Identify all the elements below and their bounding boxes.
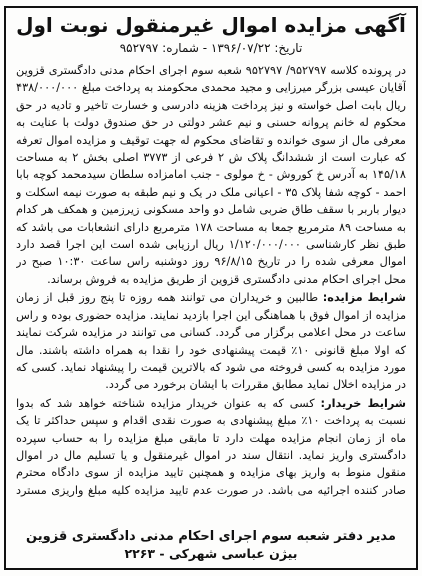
signature-office: مدیر دفتر شعبه سوم اجرای احکام مدنی دادگستری قزوین (26, 529, 396, 544)
conditions-heading: شرایط مزایده: (322, 291, 406, 305)
notice-paragraph-case: در پرونده کلاسه ۹۵۲۷۹۷/ ۹۵۲۷۹۷ شعبه سوم اجرای احکام مدنی دادگستری قزوین آقایان عیسی بزرگر میرزایی و مجید محمدی محکومند به پرداخت مبلغ ۴۳۸/۰۰۰/۰۰۰ ریال بابت اصل خواسته و نیز پرداخت هزینه دادرسی و خسارت تاخیر و تادیه در حق محکوم له خانم پروانه حسنی و نیم عشر دولتی در حق صندوق دولت با عنایت به معرفی مال از سوی خوانده و تقاضای محکوم له جهت توقیف و مزایده اموال تعرفه که عبارت است از ششدانگ پلاک ش ۲ فرعی از ۳۷۷۳ اصلی بخش ۲ به مساحت ۱۴۵/۱۸ به آدرس خ کوروش - خ مولوی - جنب امامزاده سلطان سیدمحمد کوچه بابا احمد - کوچه شفا پلاک ۳۵ - اعیانی ملک در یک و نیم طبقه به صورت نیمه اسکلت و دیوار باربر با سقف طاق ضربی شامل دو واحد مسکونی زیرزمین و همکف هر کدام به مساحت ۸۹ مترمربع جمعا به مساحت ۱۷۸ مترمربع دارای انشعابات می باشد که طبق نظر کارشناسی ۱/۱۲۰/۰۰۰/۰۰۰ ریال ارزیابی شده است این اجرا قصد دارد اموال معرفی شده را در تاریخ ۹۶/۸/۱۵ روز دوشنبه راس ساعت ۱۰:۳۰ صبح در محل اجرای احکام مدنی دادگستری قزوین از طریق مزایده به فروش برساند. (16, 64, 406, 286)
conditions-text: طالبین و خریداران می توانند همه روزه تا پنج روز قبل از زمان مزایده از اموال فوق با هماهنگی این اجرا بازدید نمایند. مزایده حضوری بوده و راس ساعت در محل اعلامی برگزار می گردد. کسانی می توانند در مزایده شرکت نمایند که اولا مبلغ قانونی ۱۰٪ قیمت پیشنهادی خود را نقدا به همراه داشته باشند. مال مورد مزایده به کسی فروخته می شود که بالاترین قیمت را پیشنهاد نماید. کسی که در مزایده اخلال نماید مطابق مقررات با ایشان برخورد می گردد. (16, 291, 406, 392)
notice-paragraph-conditions (16, 289, 406, 393)
notice-date-number: تاریخ: ۱۳۹۶/۰۷/۲۲ - شماره: ۹۵۲۷۹۷ (119, 41, 303, 55)
notice-body (16, 62, 406, 502)
notice-paragraph-buyer (16, 395, 406, 502)
signature-name: بیژن عباسی شهرکی - ۲۲۶۳ (124, 546, 298, 561)
buyer-text: کسی که به عنوان خریدار مزایده شناخته خواهد شد که بدوا نسبت به پرداخت ۱۰٪ مبلغ پیشنهادی به صورت نقدی اقدام و سپس حداکثر تا یک ماه از زمان انجام مزایده مهلت دارد تا مابقی مبلغ مزایده را به حساب سپرده دادگستری واریز نماید. انتقال سند در اموال غیرمنقول و یا تسلیم مال در اموال منقول منوط به واریز بهای مزایده و همچنین تایید مزایده از سوی دادگاه محترم صادر کننده اجرائیه می باشد. در صورت عدم تایید مزایده کلیه مبلغ واریزی مسترد (16, 396, 406, 497)
signature-block (16, 528, 406, 562)
notice-title: آگهی مزایده اموال غیرمنقول نوبت اول (16, 13, 406, 37)
notice-border-frame (4, 6, 418, 570)
buyer-heading: شرایط خریدار: (320, 396, 406, 410)
